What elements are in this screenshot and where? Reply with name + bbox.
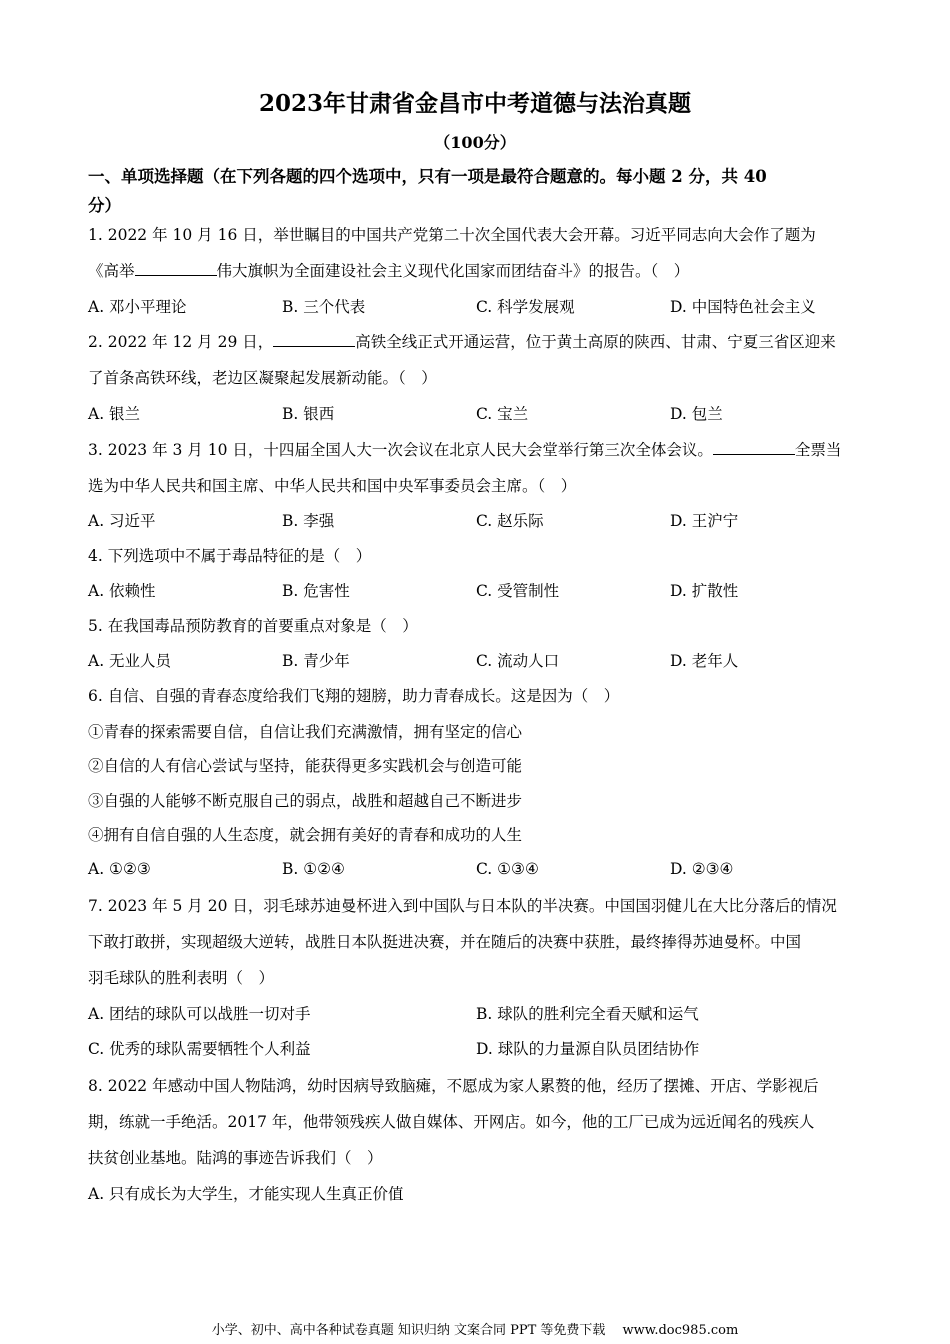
stem-text: 全票当: [794, 441, 842, 459]
question-2-option-d: D. 包兰: [670, 405, 723, 423]
question-6-option-b: B. ①②④: [282, 860, 345, 878]
section-heading: [88, 162, 868, 220]
question-4-stem: 4. 下列选项中不属于毒品特征的是（ ）: [88, 547, 372, 565]
question-4-option-a: A. 依赖性: [88, 582, 156, 600]
question-6-option-a: A. ①②③: [88, 860, 151, 878]
question-5-option-c: C. 流动人口: [476, 652, 560, 670]
question-4-option-c: C. 受管制性: [476, 582, 560, 600]
question-4-option-b: B. 危害性: [282, 582, 350, 600]
question-1-stem: 1. 2022 年 10 月 16 日，举世瞩目的中国共产党第二十次全国代表大会开幕。习近平同志向大会作了题为: [88, 226, 816, 244]
question-3-stem: 选为中华人民共和国主席、中华人民共和国中央军事委员会主席。（ ）: [88, 477, 577, 495]
question-6-statement: ①青春的探索需要自信，自信让我们充满激情，拥有坚定的信心: [88, 723, 523, 741]
question-1-option-b: B. 三个代表: [282, 298, 366, 316]
question-7-stem: 7. 2023 年 5 月 20 日，羽毛球苏迪曼杯进入到中国队与日本队的半决赛。中国国羽健儿在大比分落后的情况: [88, 897, 837, 915]
question-8-option-a: A. 只有成长为大学生，才能实现人生真正价值: [88, 1185, 404, 1203]
question-5-option-a: A. 无业人员: [88, 652, 172, 670]
question-3-option-d: D. 王沪宁: [670, 512, 739, 530]
question-2-stem: 了首条高铁环线，老边区凝聚起发展新动能。（ ）: [88, 369, 437, 387]
total-score: （100分）: [434, 133, 516, 152]
question-3-option-c: C. 赵乐际: [476, 512, 544, 530]
question-5-stem: 5. 在我国毒品预防教育的首要重点对象是（ ）: [88, 617, 418, 635]
stem-text: 伟大旗帜为全面建设社会主义现代化国家而团结奋斗》的报告。（ ）: [216, 262, 690, 280]
stem-text: 高铁全线正式开通运营，位于黄土高原的陕西、甘肃、宁夏三省区迎来: [355, 333, 836, 351]
stem-text: 《高举: [88, 262, 135, 280]
page-footer: 小学、初中、高中各种试卷真题 知识归纳 文案合同 PPT 等免费下载 www.doc985.com: [211, 1323, 739, 1338]
stem-text: 2. 2022 年 12 月 29 日，: [88, 333, 274, 351]
question-1-option-a: A. 邓小平理论: [88, 298, 187, 316]
question-3-option-a: A. 习近平: [88, 512, 156, 530]
question-2-option-b: B. 银西: [282, 405, 335, 423]
question-6-stem: 6. 自信、自强的青春态度给我们飞翔的翅膀，助力青春成长。这是因为（ ）: [88, 687, 620, 705]
question-2-option-c: C. 宝兰: [476, 405, 529, 423]
question-6-statement: ②自信的人有信心尝试与坚持，能获得更多实践机会与创造可能: [88, 757, 523, 775]
question-8-stem: 扶贫创业基地。陆鸿的事迹告诉我们（ ）: [88, 1149, 383, 1167]
answer-blank: [713, 440, 795, 455]
question-1-option-d: D. 中国特色社会主义: [670, 298, 816, 316]
answer-blank: [273, 332, 355, 347]
question-3-stem: [88, 439, 841, 461]
question-6-statement: ④拥有自信自强的人生态度，就会拥有美好的青春和成功的人生: [88, 826, 523, 844]
question-7-option-d: D. 球队的力量源自队员团结协作: [476, 1040, 700, 1058]
question-6-option-d: D. ②③④: [670, 860, 734, 878]
question-4-option-d: D. 扩散性: [670, 582, 739, 600]
question-2-option-a: A. 银兰: [88, 405, 141, 423]
section-heading-line: 分）: [88, 196, 121, 215]
question-7-option-c: C. 优秀的球队需要牺牲个人利益: [88, 1040, 311, 1058]
question-2-stem: [88, 331, 836, 353]
page-title: 2023年甘肃省金昌市中考道德与法治真题: [258, 90, 691, 117]
question-7-option-b: B. 球队的胜利完全看天赋和运气: [476, 1005, 699, 1023]
question-7-option-a: A. 团结的球队可以战胜一切对手: [88, 1005, 311, 1023]
answer-blank: [135, 261, 217, 276]
section-heading-line: 一、单项选择题（在下列各题的四个选项中，只有一项是最符合题意的。每小题 2 分，共 40: [88, 167, 767, 186]
question-1-option-c: C. 科学发展观: [476, 298, 575, 316]
question-8-stem: 期，练就一手绝活。2017 年，他带领残疾人做自媒体、开网店。如今，他的工厂已成为远近闻名的残疾人: [88, 1113, 815, 1131]
question-8-stem: 8. 2022 年感动中国人物陆鸿，幼时因病导致脑瘫，不愿成为家人累赘的他，经历了摆摊、开店、学影视后: [88, 1077, 819, 1095]
question-3-option-b: B. 李强: [282, 512, 335, 530]
question-6-option-c: C. ①③④: [476, 860, 539, 878]
question-5-option-d: D. 老年人: [670, 652, 739, 670]
stem-text: 3. 2023 年 3 月 10 日，十四届全国人大一次会议在北京人民大会堂举行第三次全体会议。: [88, 441, 713, 459]
question-5-option-b: B. 青少年: [282, 652, 350, 670]
question-7-stem: 下敢打敢拼，实现超级大逆转，战胜日本队挺进决赛，并在随后的决赛中获胜，最终捧得苏迪曼杯。中国: [88, 933, 802, 951]
question-7-stem: 羽毛球队的胜利表明（ ）: [88, 969, 275, 987]
question-6-statement: ③自强的人能够不断克服自己的弱点，战胜和超越自己不断进步: [88, 792, 523, 810]
question-1-stem: [88, 260, 689, 282]
